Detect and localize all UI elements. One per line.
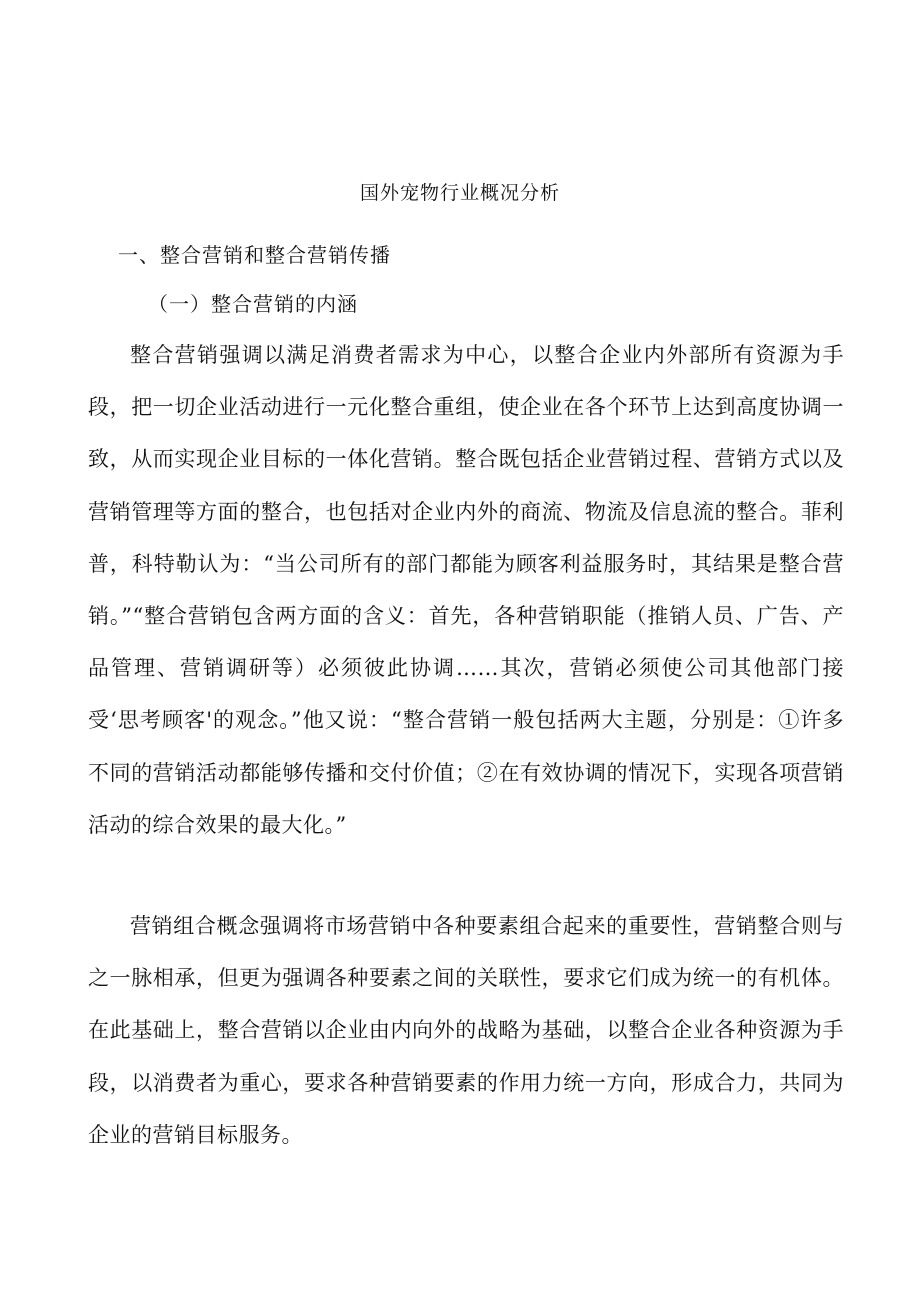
document-title: 国外宠物行业概况分析 <box>359 182 560 204</box>
body-paragraph-2: 营销组合概念强调将市场营销中各种要素组合起来的重要性，营销整合则与之一脉相承，但更为强调各种要素之间的关联性，要求它们成为统一的有机体。在此基础上，整合营销以企业由内向外的战略为基础，以整合企业各种资源为手段，以消费者为重心，要求各种营销要素的作用力统一方向，形成合力，共同为企业的营销目标服务。 <box>88 914 844 1147</box>
body-paragraph-1: 整合营销强调以满足消费者需求为中心，以整合企业内外部所有资源为手段，把一切企业活动进行一元化整合重组，使企业在各个环节上达到高度协调一致，从而实现企业目标的一体化营销。整合既包括企业营销过程、营销方式以及营销管理等方面的整合，也包括对企业内外的商流、物流及信息流的整合。菲利普，科特勒认为：“当公司所有的部门都能为顾客利益服务时，其结果是整合营销。”“整合营销包含两方面的含义：首先，各种营销职能（推销人员、广告、产品管理、营销调研等）必须彼此协调……其次，营销必须使公司其他部门接受‘思考顾客'的观念。”他又说：“整合营销一般包括两大主题，分别是：①许多不同的营销活动都能够传播和交付价值；②在有效协调的情况下，实现各项营销活动的综合效果的最大化。” <box>88 343 844 837</box>
subsection-heading: （一）整合营销的内涵 <box>148 292 358 316</box>
section-heading: 一、整合营销和整合营销传播 <box>118 243 391 267</box>
